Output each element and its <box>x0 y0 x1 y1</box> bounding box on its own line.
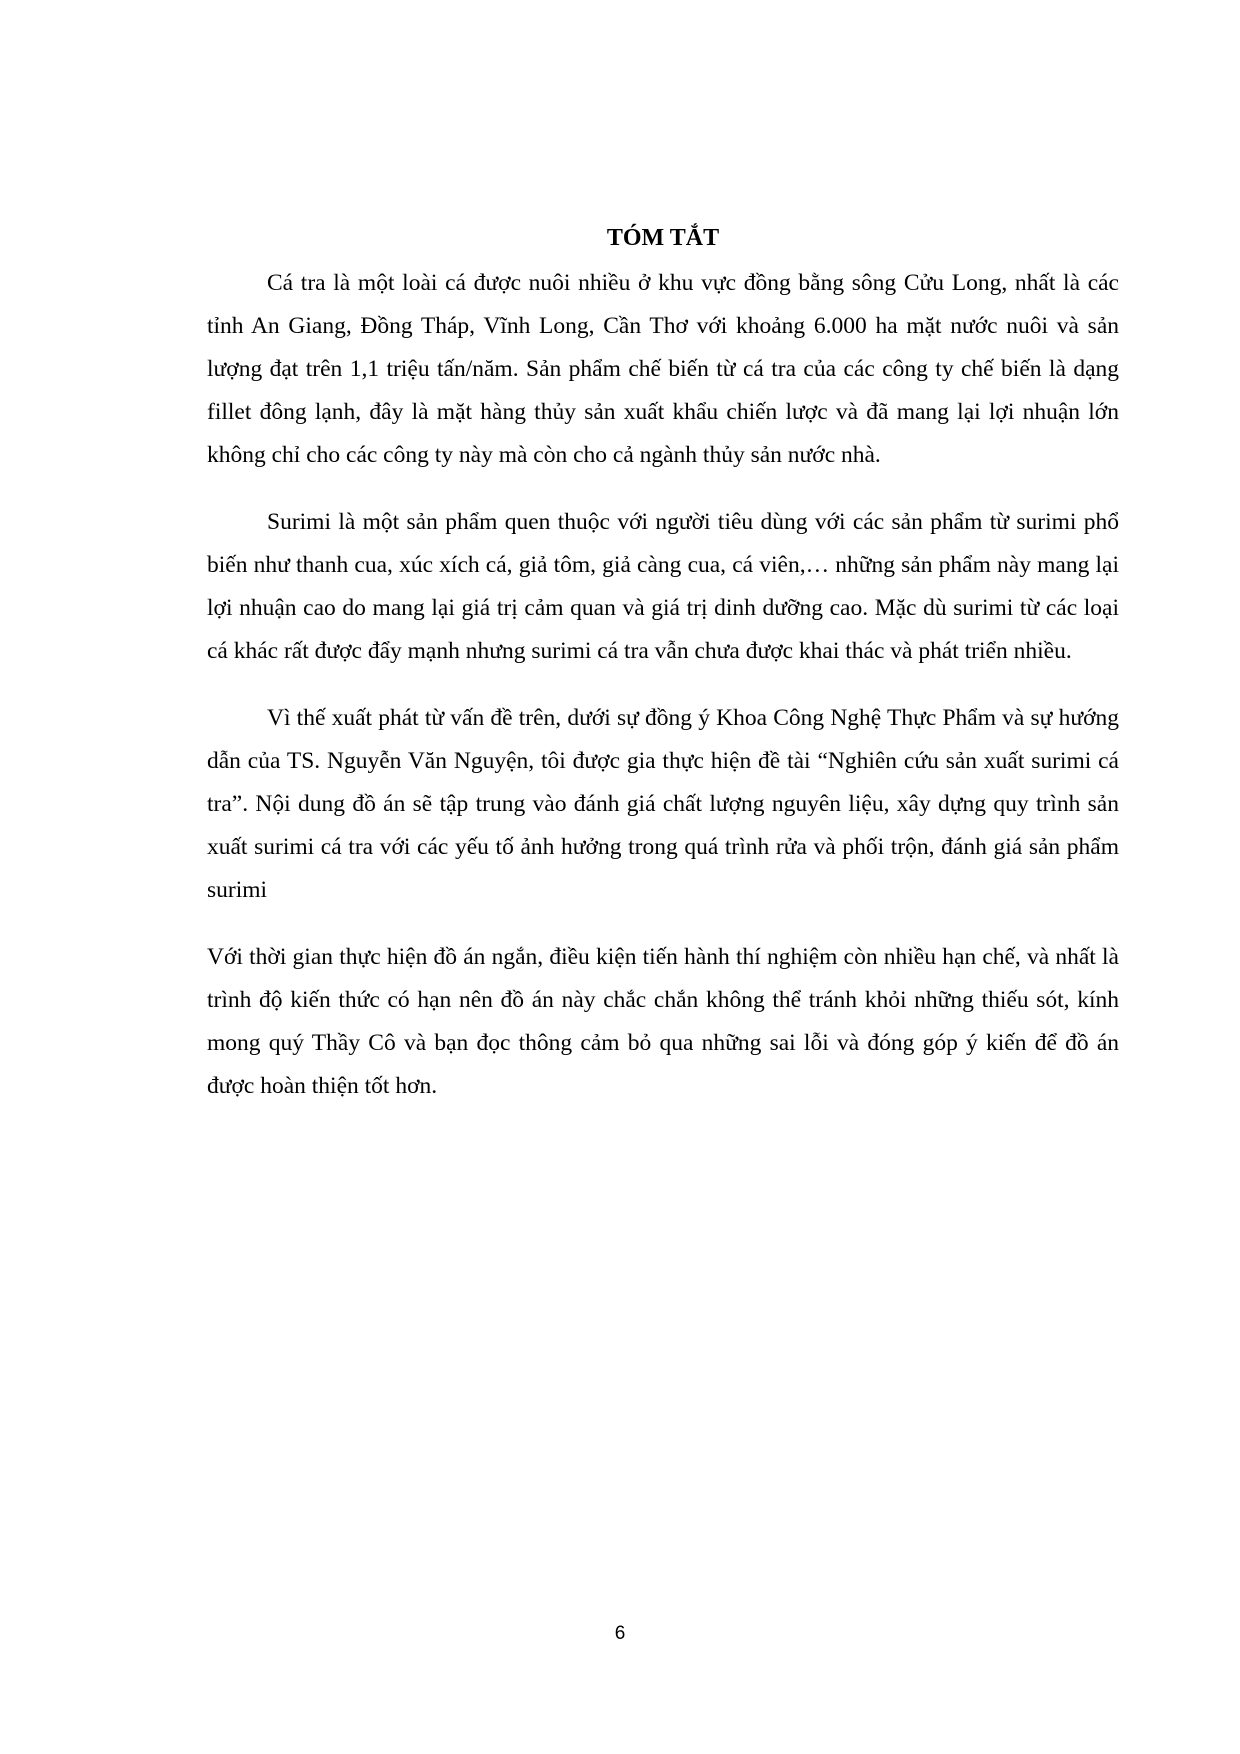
paragraph-4: Với thời gian thực hiện đồ án ngắn, điều kiện tiến hành thí nghiệm còn nhiều hạn chế, và nhất là trình độ kiến thức có hạn nên đồ án này chắc chắn không thể tránh khỏi những thiếu sót, kính mong quý Thầy Cô và bạn đọc thông cảm bỏ qua những sai lỗi và đóng góp ý kiến để đồ án được hoàn thiện tốt hơn. <box>207 944 1119 1099</box>
page-number: 6 <box>614 1623 626 1644</box>
document-body <box>207 218 1119 1132</box>
paragraph-2: Surimi là một sản phẩm quen thuộc với người tiêu dùng với các sản phẩm từ surimi phổ biến như thanh cua, xúc xích cá, giả tôm, giả càng cua, cá viên,… những sản phẩm này mang lại lợi nhuận cao do mang lại giá trị cảm quan và giá trị dinh dưỡng cao. Mặc dù surimi từ các loại cá khác rất được đẩy mạnh nhưng surimi cá tra vẫn chưa được khai thác và phát triển nhiều. <box>207 509 1119 664</box>
paragraph-3: Vì thế xuất phát từ vấn đề trên, dưới sự đồng ý Khoa Công Nghệ Thực Phẩm và sự hướng dẫn của TS. Nguyễn Văn Nguyện, tôi được gia thực hiện đề tài “Nghiên cứu sản xuất surimi cá tra”. Nội dung đồ án sẽ tập trung vào đánh giá chất lượng nguyên liệu, xây dựng quy trình sản xuất surimi cá tra với các yếu tố ảnh hưởng trong quá trình rửa và phối trộn, đánh giá sản phẩm surimi <box>207 705 1119 903</box>
page-title: TÓM TẮT <box>606 225 720 251</box>
paragraph-1: Cá tra là một loài cá được nuôi nhiều ở khu vực đồng bằng sông Cửu Long, nhất là các tỉnh An Giang, Đồng Tháp, Vĩnh Long, Cần Thơ với khoảng 6.000 ha mặt nước nuôi và sản lượng đạt trên 1,1 triệu tấn/năm. Sản phẩm chế biến từ cá tra của các công ty chế biến là dạng fillet đông lạnh, đây là mặt hàng thủy sản xuất khẩu chiến lược và đã mang lại lợi nhuận lớn không chỉ cho các công ty này mà còn cho cả ngành thủy sản nước nhà. <box>207 270 1119 468</box>
